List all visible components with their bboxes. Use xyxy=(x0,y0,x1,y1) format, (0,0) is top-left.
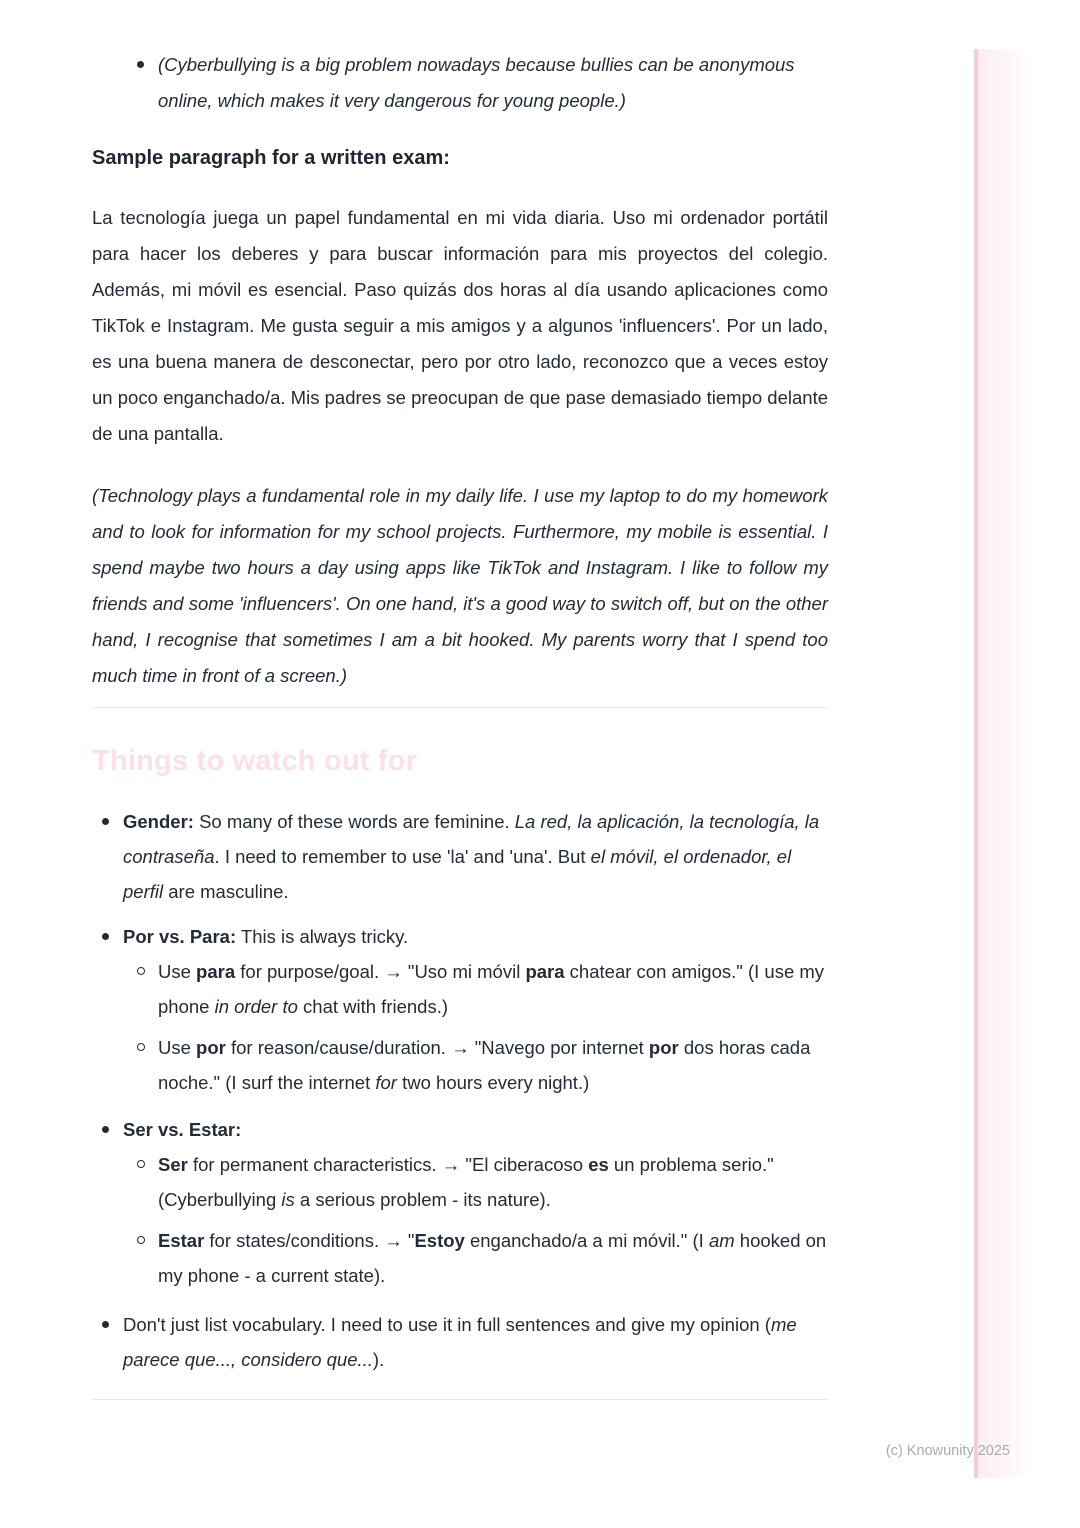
content-column xyxy=(92,0,828,1400)
vocabulary-tip-item xyxy=(92,1307,828,1377)
spanish-sample-paragraph: La tecnología juega un papel fundamental en mi vida diaria. Uso mi ordenador portátil para hacer los deberes y para buscar información para mis proyectos del colegio. Además, mi móvil es esencial. Paso quizás dos horas al día usando aplicaciones como TikTok e Instagram. Me gusta seguir a mis amigos y a algunos 'influencers'. Por un lado, es una buena manera de desconectar, pero por otro lado, reconozco que a veces estoy un poco enganchado/a. Mis padres se preocupan de que pase demasiado tiempo delante de una pantalla. xyxy=(92,207,828,444)
ser-rule-text: Ser for permanent characteristics. → "El ciberacoso es un problema serio." (Cyberbullying is a serious problem - its nature). xyxy=(158,1154,774,1210)
bullet-circle-icon xyxy=(137,1160,145,1168)
bullet-circle-icon xyxy=(137,967,145,975)
gender-item xyxy=(92,804,828,909)
ser-rule-item xyxy=(92,1147,828,1217)
sample-exam-heading: Sample paragraph for a written exam: xyxy=(92,147,450,169)
por-vs-para-text: Por vs. Para: This is always tricky. xyxy=(123,926,409,947)
page-edge-wash xyxy=(978,49,1040,1478)
bullet-disc-icon xyxy=(137,61,144,68)
intro-bullet-text: (Cyberbullying is a big problem nowadays because bullies can be anonymous online, which makes it very dangerous for young people.) xyxy=(158,54,795,111)
bullet-disc-icon xyxy=(102,1126,109,1133)
things-to-watch-heading: Things to watch out for xyxy=(92,745,418,777)
intro-bullet-item xyxy=(92,47,828,119)
ser-estar-sub-list xyxy=(123,1147,828,1293)
section-divider-bottom xyxy=(92,1399,828,1400)
estar-rule-text: Estar for states/conditions. → "Estoy enganchado/a a mi móvil." (I am hooked on my phone - a current state). xyxy=(158,1230,827,1286)
section-divider-top xyxy=(92,707,828,708)
bullet-disc-icon xyxy=(102,818,109,825)
bullet-circle-icon xyxy=(137,1236,145,1244)
para-rule-text: Use para for purpose/goal. → "Uso mi móvil para chatear con amigos." (I use my phone in order to chat with friends.) xyxy=(158,961,825,1017)
watch-list xyxy=(92,804,828,1377)
ser-vs-estar-text: Ser vs. Estar: xyxy=(123,1119,242,1140)
intro-list xyxy=(92,47,828,119)
gender-item-text: Gender: So many of these words are feminine. La red, la aplicación, la tecnología, la contraseña. I need to remember to use 'la' and 'una'. But el móvil, el ordenador, el perfil are masculine. xyxy=(123,811,820,902)
ser-vs-estar-item xyxy=(92,1112,828,1293)
por-rule-item xyxy=(92,1030,828,1100)
por-rule-text: Use por for reason/cause/duration. → "Navego por internet por dos horas cada noche." (I surf the internet for two hours every night.) xyxy=(158,1037,811,1093)
bullet-circle-icon xyxy=(137,1043,145,1051)
bullet-disc-icon xyxy=(102,1321,109,1328)
english-translation-paragraph: (Technology plays a fundamental role in my daily life. I use my laptop to do my homework and to look for information for my school projects. Furthermore, my mobile is essential. I spend maybe two hours a day using apps like TikTok and Instagram. I like to follow my friends and some 'influencers'. On one hand, it's a good way to switch off, but on the other hand, I recognise that sometimes I am a bit hooked. My parents worry that I spend too much time in front of a screen.) xyxy=(92,485,828,686)
bullet-disc-icon xyxy=(102,933,109,940)
por-para-sub-list xyxy=(123,954,828,1100)
vocabulary-tip-text: Don't just list vocabulary. I need to use it in full sentences and give my opinion (me parece que..., considero que...). xyxy=(123,1314,797,1370)
por-vs-para-item xyxy=(92,919,828,1100)
para-rule-item xyxy=(92,954,828,1024)
copyright-notice: (c) Knowunity 2025 xyxy=(885,1443,1010,1459)
estar-rule-item xyxy=(92,1223,828,1293)
